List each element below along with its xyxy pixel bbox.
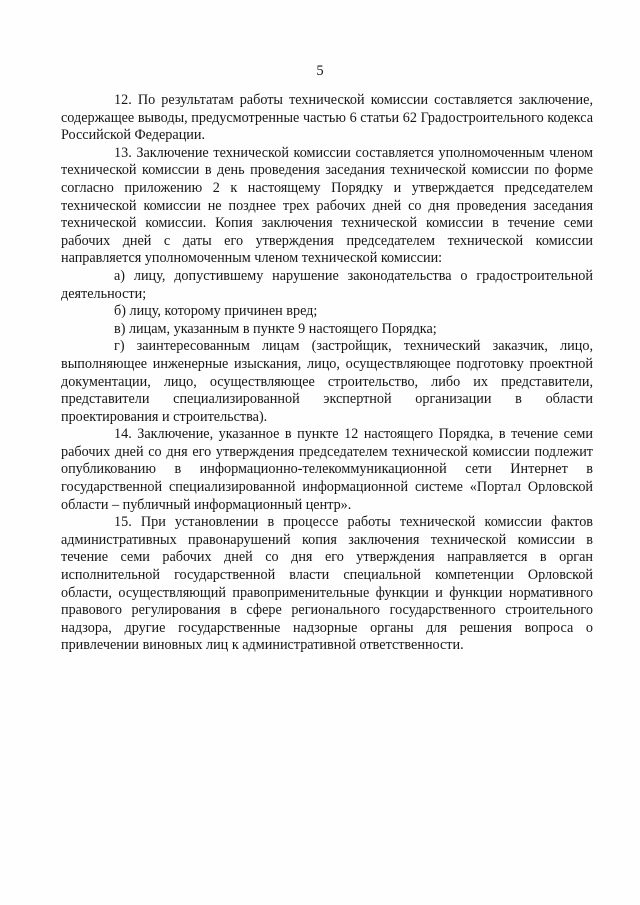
- paragraph-13: 13. Заключение технической комиссии составляется уполномоченным членом технической комиссии в день проведения заседания технической комиссии по форме согласно приложению 2 к настоящему Порядку и утверждается председателем технической комиссии не позднее трех рабочих дней со дня проведения заседания технической комиссии. Копия заключения технической комиссии в течение семи рабочих дней с даты его утверждения председателем технической комиссии направляется уполномоченным членом технической комиссии:: [61, 144, 593, 267]
- paragraph-12: 12. По результатам работы технической комиссии составляется заключение, содержащее выводы, предусмотренные частью 6 статьи 62 Градостроительного кодекса Российской Федерации.: [61, 92, 593, 144]
- list-item-a: а) лицу, допустившему нарушение законодательства о градостроительной деятельности;: [61, 267, 593, 302]
- document-body: [61, 92, 593, 655]
- paragraph-15: 15. При установлении в процессе работы технической комиссии фактов административных правонарушений копия заключения технической комиссии в течение семи рабочих дней со дня его утверждения направляется в орган исполнительной государственной власти специальной компетенции Орловской области, осуществляющий правоприменительные функции и функции нормативного правового регулирования в сфере регионального государственного строительного надзора, другие государственные надзорные органы для решения вопроса о привлечении виновных лиц к административной ответственности.: [61, 514, 593, 654]
- list-item-c: в) лицам, указанным в пункте 9 настоящего Порядка;: [114, 320, 437, 337]
- list-item-b: б) лицу, которому причинен вред;: [114, 303, 318, 320]
- page-number: 5: [316, 63, 324, 79]
- paragraph-14: 14. Заключение, указанное в пункте 12 настоящего Порядка, в течение семи рабочих дней со дня его утверждения председателем технической комиссии подлежит опубликованию в информационно-телекоммуникационной сети Интернет в государственной специализированной информационной системе «Портал Орловской области – публичный информационный центр».: [61, 426, 593, 513]
- list-item-d: г) заинтересованным лицам (застройщик, технический заказчик, лицо, выполняющее инженерные изыскания, лицо, осуществляющее подготовку проектной документации, лицо, осуществляющее строительство, либо их представители, представители специализированной экспертной организации в области проектирования и строительства).: [61, 338, 593, 425]
